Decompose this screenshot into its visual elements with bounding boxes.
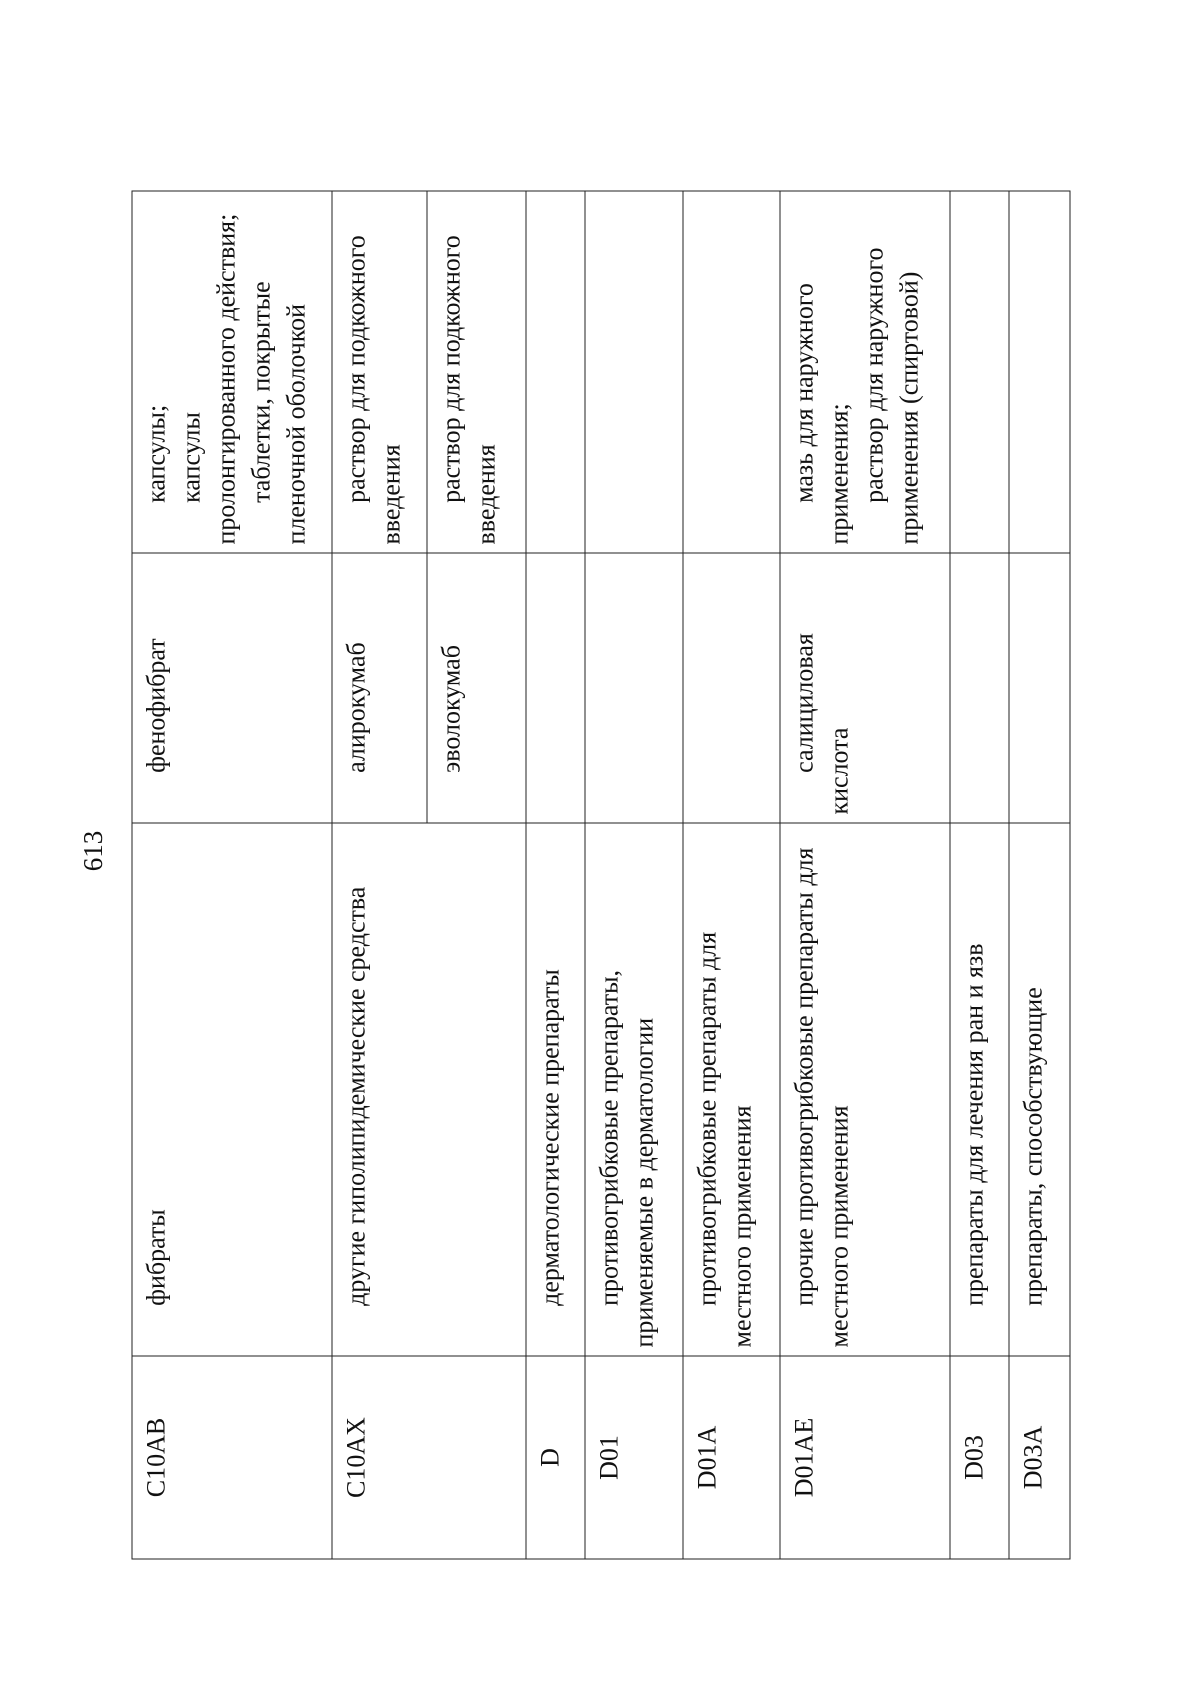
dosage-forms-cell xyxy=(683,191,780,553)
atc-code-cell: D03A xyxy=(1009,1356,1070,1559)
table-row xyxy=(332,191,427,1559)
group-cell: другие гиполипидемические средства xyxy=(332,823,527,1356)
dosage-form: капсулы пролонгированного действия; xyxy=(176,213,241,545)
drug-table xyxy=(132,191,1071,1560)
dosage-forms-cell xyxy=(132,191,332,553)
group-cell: препараты для лечения ран и язв xyxy=(950,823,1009,1356)
dosage-form: таблетки, покрытые пленочной оболочкой xyxy=(246,281,311,545)
drug-name-cell xyxy=(950,553,1009,823)
table-row xyxy=(780,191,950,1559)
atc-code-cell: C10AX xyxy=(332,1356,527,1559)
dosage-forms-cell xyxy=(950,191,1009,553)
dosage-forms-cell xyxy=(1009,191,1070,553)
table-row xyxy=(585,191,682,1559)
drug-name-cell: салициловая кислота xyxy=(780,553,950,823)
drug-name-cell xyxy=(526,553,585,823)
dosage-form: капсулы; xyxy=(141,404,171,503)
group-cell: прочие противогрибковые препараты для местного применения xyxy=(780,823,950,1356)
atc-code-cell: C10AB xyxy=(132,1356,332,1559)
drug-name-cell: алирокумаб xyxy=(332,553,427,823)
dosage-forms-cell xyxy=(585,191,682,553)
dosage-form: раствор для подкожного введения xyxy=(436,235,501,545)
table-row xyxy=(950,191,1009,1559)
group-cell: фибраты xyxy=(132,823,332,1356)
drug-name-cell xyxy=(683,553,780,823)
page-number: 613 xyxy=(78,830,108,872)
dosage-forms-cell xyxy=(332,191,427,553)
dosage-form: раствор для наружного применения (спиртовой) xyxy=(859,247,924,545)
atc-code-cell: D03 xyxy=(950,1356,1009,1559)
dosage-forms-cell xyxy=(526,191,585,553)
drug-name-cell: фенофибрат xyxy=(132,553,332,823)
atc-code-cell: D01AE xyxy=(780,1356,950,1559)
dosage-forms-cell xyxy=(427,191,526,553)
atc-code-cell: D01A xyxy=(683,1356,780,1559)
table-row xyxy=(683,191,780,1559)
drug-table-wrapper xyxy=(132,192,1071,1560)
table-row xyxy=(1009,191,1070,1559)
dosage-form: раствор для подкожного введения xyxy=(341,235,406,545)
drug-name-cell xyxy=(1009,553,1070,823)
dosage-forms-cell xyxy=(780,191,950,553)
group-cell: противогрибковые препараты для местного применения xyxy=(683,823,780,1356)
table-row xyxy=(526,191,585,1559)
dosage-form: мазь для наружного применения; xyxy=(789,283,854,545)
drug-name-cell xyxy=(585,553,682,823)
drug-name-cell: эволокумаб xyxy=(427,553,526,823)
group-cell: препараты, способствующие xyxy=(1009,823,1070,1356)
group-cell: дерматологические препараты xyxy=(526,823,585,1356)
atc-code-cell: D01 xyxy=(585,1356,682,1559)
group-cell: противогрибковые препараты, применяемые в дерматологии xyxy=(585,823,682,1356)
atc-code-cell: D xyxy=(526,1356,585,1559)
table-row xyxy=(132,191,332,1559)
